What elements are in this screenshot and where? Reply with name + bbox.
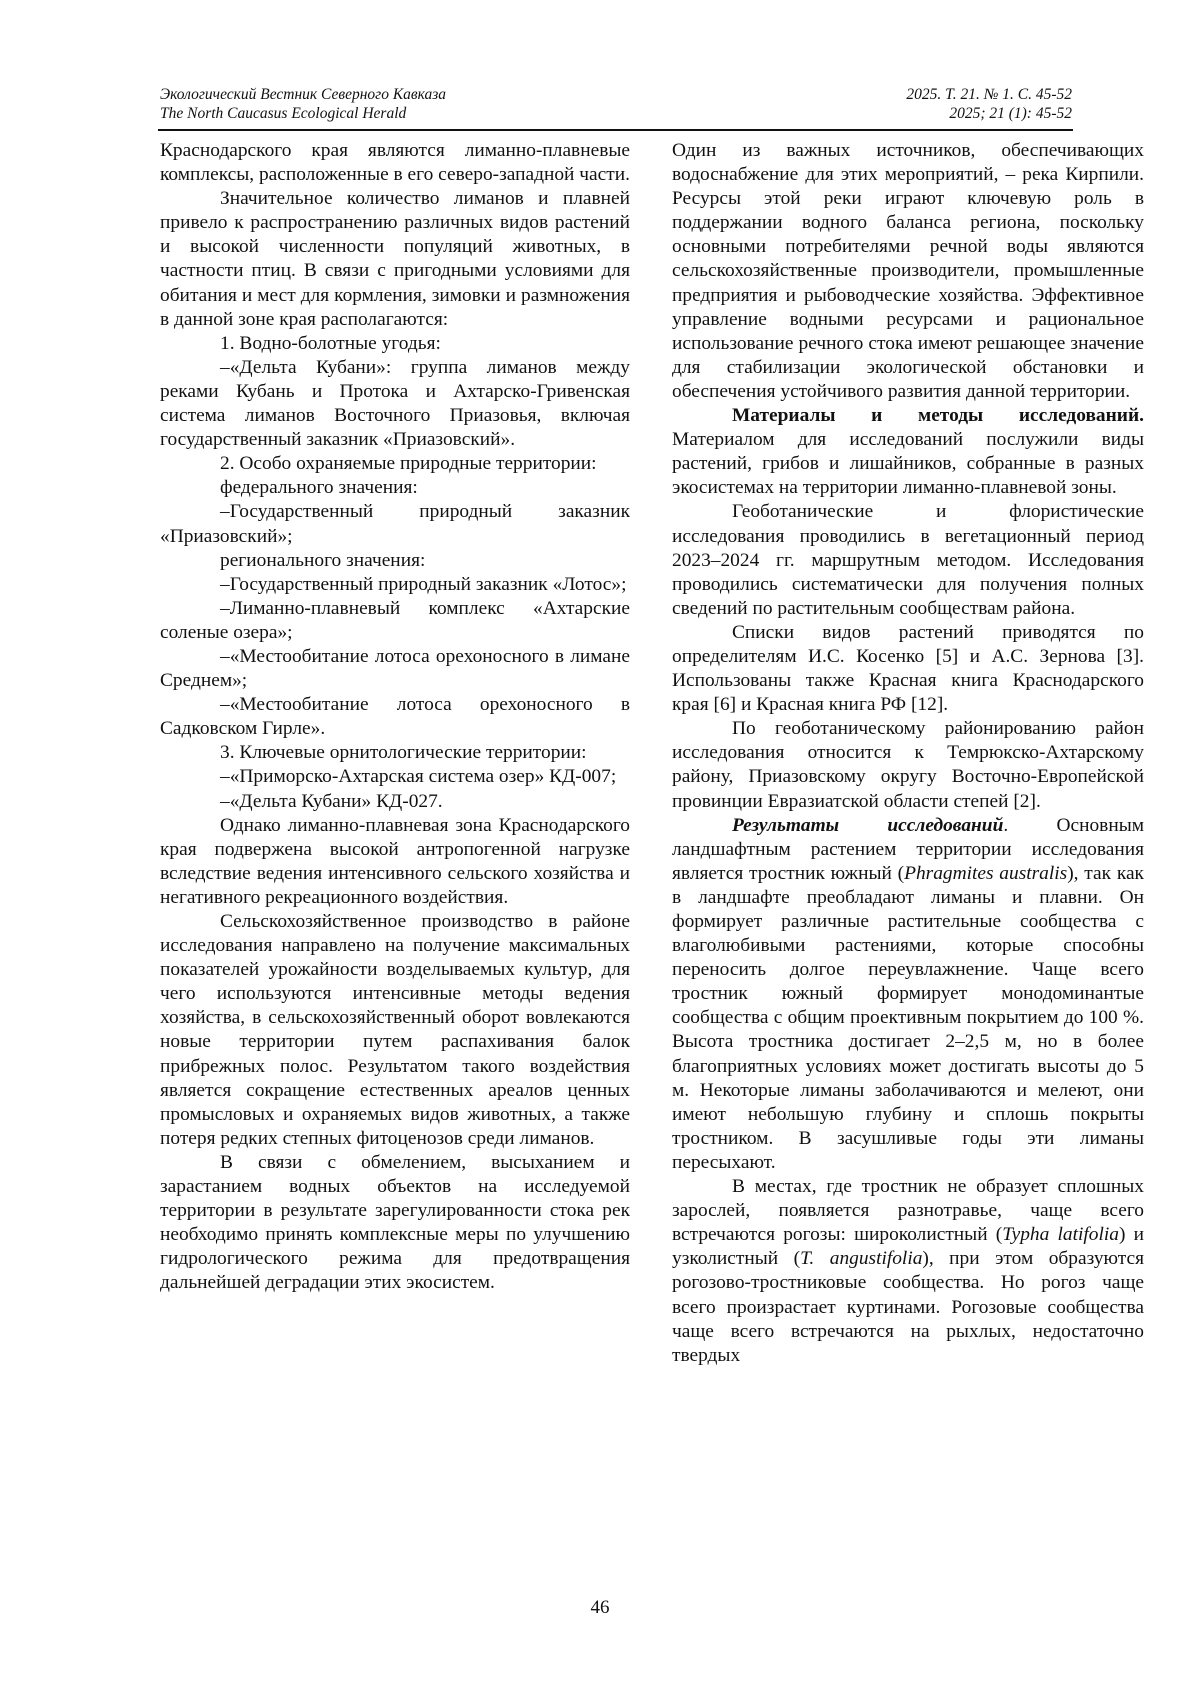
- methods-text: Материалом для исследований послужили виды растений, грибов и лишайников, собранные в разных экосистемах на территории лиманно-плавневой зоны.: [672, 429, 1144, 499]
- journal-title-en: The North Caucasus Ecological Herald: [160, 105, 407, 122]
- running-header-right: [906, 85, 1072, 123]
- results-text: ), так как в ландшафте преобладают лиманы и плавни. Он формирует различные растительные сообщества с влаголюбивыми растениями, которые способны переносить долгое переувлажнение. Чаще всего тростник южный формирует монодоминантые сообщества с общим проективным покрытием до 100 %. Высота тростника достигает 2–2,5 м, но в более благоприятных условиях может достигать высоты до 5 м. Некоторые лиманы заболачиваются и мелеют, они имеют небольшую глубину и сплошь покрыты тростником. В засушливые годы эти лиманы пересыхают.: [672, 862, 1144, 1173]
- species-name: Phragmites australis: [904, 862, 1068, 884]
- journal-title-ru: Экологический Вестник Северного Кавказа: [160, 86, 447, 103]
- list-item: –«Местообитание лотоса орехоносного в Садковском Гирле».: [160, 694, 630, 740]
- paragraph-text: ), при этом образуются рогозово-тростниковые сообщества. Но рогоз чаще всего произрастает куртинами. Рогозовые сообщества чаще всего встречаются на рыхлых, недостаточно твердых: [672, 1248, 1144, 1366]
- paragraph: Геоботанические и флористические исследования проводились в вегетационный период 2023–2024 гг. маршрутным методом. Исследования проводились систематически для получения полных сведений по растительным сообществам района.: [672, 501, 1144, 619]
- list-item: –«Дельта Кубани»: группа лиманов между реками Кубань и Протока и Ахтарско-Гривенская система лиманов Восточного Приазовья, включая государственный заказник «Приазовский».: [160, 356, 630, 451]
- paragraph: [672, 1175, 1144, 1368]
- heading-dot: .: [1003, 814, 1009, 836]
- paragraph: Краснодарского края являются лиманно-плавневые комплексы, расположенные в его северо-западной части.: [160, 140, 630, 186]
- citation-ru: 2025. Т. 21. № 1. С. 45-52: [906, 86, 1072, 103]
- paragraph: Списки видов растений приводятся по определителям И.С. Косенко [5] и А.С. Зернова [3]. Использованы также Красная книга Краснодарского края [6] и Красная книга РФ [12].: [672, 621, 1144, 716]
- methods-paragraph: [672, 404, 1144, 500]
- paragraph: Сельскохозяйственное производство в районе исследования направлено на получение максимальных показателей урожайности возделываемых культур, для чего используются интенсивные методы ведения хозяйства, в сельскохозяйственный оборот вовлекаются новые территории путем распахивания балок прибрежных полос. Результатом такого воздействия является сокращение естественных ареалов ценных промысловых и охраняемых видов животных, а также потеря редких степных фитоценозов среди лиманов.: [160, 911, 630, 1149]
- right-column: [672, 139, 1144, 1368]
- paragraph-text: В местах, где тростник не образует сплошных зарослей, появляется разнотравье, чаще всего встречаются рогозы: широколистный (: [672, 1176, 1144, 1246]
- running-header-left: [160, 85, 446, 123]
- paragraph: В связи с обмелением, высыханием и зарастанием водных объектов на исследуемой территории в результате зарегулированности стока рек необходимо принять комплексные меры по улучшению гидрологического режима для предотвращения дальнейшей деградации этих экосистем.: [160, 1151, 630, 1294]
- list-item: –Государственный природный заказник «Лотос»;: [220, 573, 627, 595]
- paragraph-text: ) и узколистный (: [672, 1224, 1145, 1270]
- results-paragraph: [672, 814, 1144, 1175]
- list-item: –Лиманно-плавневый комплекс «Ахтарские соленые озера»;: [160, 597, 630, 643]
- section-heading-methods: Материалы и методы исследований: [732, 405, 1140, 427]
- species-name: Typha latifolia: [1002, 1224, 1119, 1246]
- list-heading: 1. Водно-болотные угодья:: [220, 332, 441, 354]
- list-item: –Государственный природный заказник «Приазовский»;: [160, 501, 630, 547]
- header-rule: [158, 129, 1073, 131]
- results-text: Основным ландшафтным растением территории исследования является тростник южный (: [672, 814, 1144, 884]
- section-heading-results: Результаты исследований: [732, 814, 1004, 836]
- list-heading: 3. Ключевые орнитологические территории:: [220, 742, 587, 764]
- list-item: –«Приморско-Ахтарская система озер» КД-007;: [220, 766, 617, 788]
- left-column: [160, 139, 630, 1296]
- list-item: –«Дельта Кубани» КД-027.: [220, 790, 443, 812]
- species-name: T. angustifolia: [800, 1248, 923, 1270]
- heading-dot: .: [1139, 405, 1144, 427]
- paragraph: По геоботаническому районированию район исследования относится к Темрюкско-Ахтарскому району, Приазовскому округу Восточно-Европейской провинции Евразиатской области степей [2].: [672, 718, 1144, 812]
- list-subheading: регионального значения:: [220, 549, 426, 571]
- list-subheading: федерального значения:: [220, 477, 418, 499]
- paragraph: Значительное количество лиманов и плавней привело к распространению различных видов растений и высокой численности популяций животных, в частности птиц. В связи с пригодными условиями для обитания и мест для кормления, зимовки и размножения в данной зоне края располагаются:: [160, 188, 630, 330]
- paragraph: Один из важных источников, обеспечивающих водоснабжение для этих мероприятий, – река Кирпили. Ресурсы этой реки играют ключевую роль в поддержании водного баланса региона, поскольку основными потребителями речной воды являются сельскохозяйственные производители, промышленные предприятия и рыбоводческие хозяйства. Эффективное управление водными ресурсами и рациональное использование речного стока имеют решающее значение для стабилизации экологической обстановки и обеспечения устойчивого развития данной территории.: [672, 140, 1144, 402]
- paragraph: Однако лиманно-плавневая зона Краснодарского края подвержена высокой антропогенной нагрузке вследствие ведения интенсивного сельского хозяйства и негативного рекреационного воздействия.: [160, 814, 630, 908]
- list-heading: 2. Особо охраняемые природные территории:: [220, 453, 597, 475]
- list-item: –«Местообитание лотоса орехоносного в лимане Среднем»;: [160, 645, 630, 692]
- page-number: 46: [590, 1597, 610, 1618]
- citation-en: 2025; 21 (1): 45-52: [949, 105, 1072, 122]
